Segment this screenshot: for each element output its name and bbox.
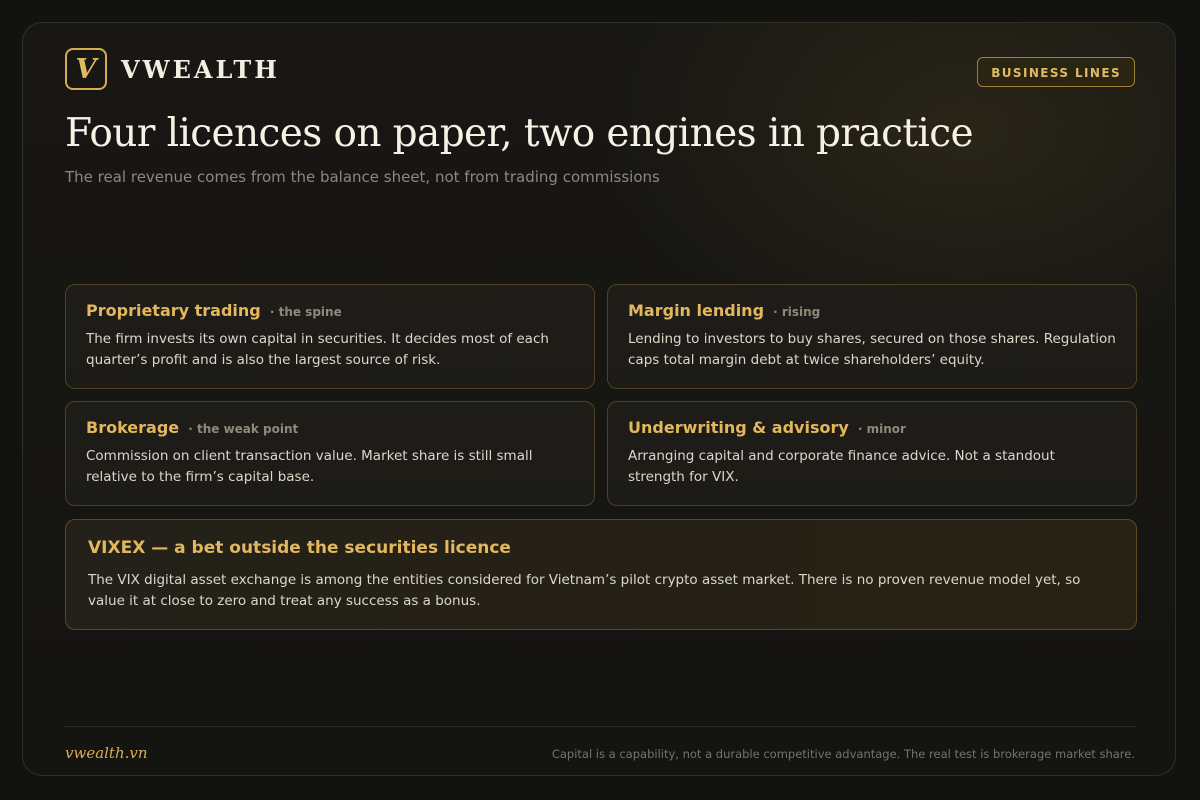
slide-frame bbox=[22, 22, 1176, 776]
card-body: Lending to investors to buy shares, secured on those shares. Regulation caps total margin debt at twice shareholders’ equity. bbox=[628, 331, 1116, 368]
card-header bbox=[86, 301, 574, 320]
card-title: Margin lending bbox=[628, 301, 765, 320]
card-tag: · the weak point bbox=[188, 422, 299, 436]
card-title: Brokerage bbox=[86, 418, 180, 437]
brand-name: VWEALTH bbox=[121, 54, 280, 84]
card-brokerage bbox=[65, 401, 595, 506]
page-subtitle: The real revenue comes from the balance sheet, not from trading commissions bbox=[65, 168, 660, 186]
card-tag: · the spine bbox=[269, 305, 342, 319]
card-header bbox=[86, 418, 574, 437]
card-header bbox=[628, 301, 1116, 320]
card-tag: · rising bbox=[773, 305, 821, 319]
card-body: The firm invests its own capital in securities. It decides most of each quarter’s profit and is also the largest source of risk. bbox=[86, 331, 549, 368]
card-title: VIXEX — a bet outside the securities licence bbox=[88, 538, 511, 558]
card-title: Underwriting & advisory bbox=[628, 418, 849, 437]
footer-site: vwealth.vn bbox=[65, 744, 148, 762]
card-body: Arranging capital and corporate finance advice. Not a standout strength for VIX. bbox=[628, 448, 1055, 485]
card-header bbox=[88, 538, 1114, 558]
card-proprietary-trading bbox=[65, 284, 595, 389]
card-body: The VIX digital asset exchange is among the entities considered for Vietnam’s pilot crypto asset market. There is no proven revenue model yet, so value it at close to zero and treat any success as a bonus. bbox=[88, 572, 1081, 609]
footer-divider bbox=[65, 726, 1135, 727]
footer-note: Capital is a capability, not a durable competitive advantage. The real test is brokerage market share. bbox=[551, 747, 1135, 761]
card-header bbox=[628, 418, 1116, 437]
card-margin-lending bbox=[607, 284, 1137, 389]
logo-mark: V bbox=[65, 48, 107, 90]
card-body: Commission on client transaction value. Market share is still small relative to the firm’s capital base. bbox=[86, 448, 533, 485]
section-badge: BUSINESS LINES bbox=[977, 57, 1135, 87]
card-title: Proprietary trading bbox=[86, 301, 261, 320]
card-vixex-highlight bbox=[65, 519, 1137, 630]
card-tag: · minor bbox=[857, 422, 906, 436]
brand bbox=[65, 48, 280, 90]
page-title: Four licences on paper, two engines in practice bbox=[65, 111, 974, 156]
card-underwriting-advisory bbox=[607, 401, 1137, 506]
